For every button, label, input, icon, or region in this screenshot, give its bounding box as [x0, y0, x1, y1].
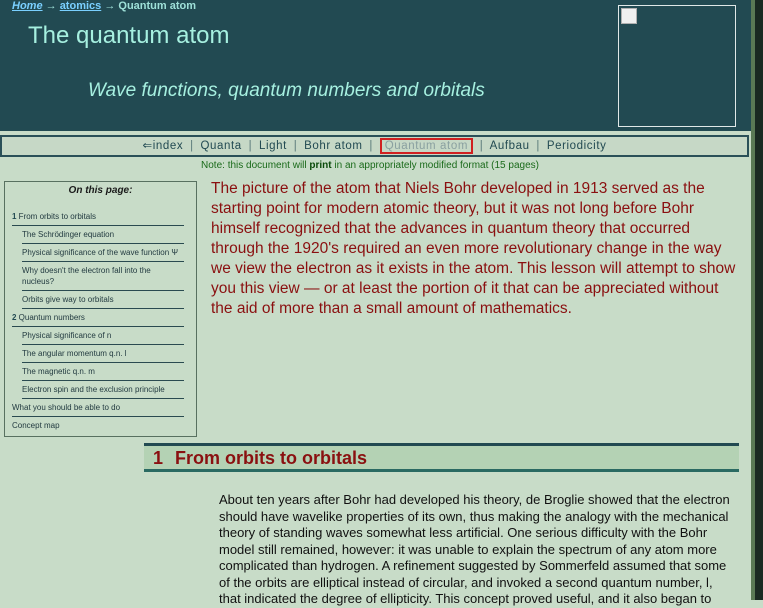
section-heading — [144, 443, 739, 472]
toc-item-schrodinger-equation[interactable]: The Schrödinger equation — [22, 226, 184, 244]
print-note-post: in an appropriately modified format (15 pages) — [331, 160, 539, 171]
nav-separator: | — [536, 140, 541, 152]
breadcrumb-atomics-link[interactable]: atomics — [59, 0, 102, 12]
print-note — [0, 160, 740, 171]
nav-link-quanta[interactable]: Quanta — [200, 140, 242, 152]
print-note-pre: Note: this document will — [201, 160, 310, 171]
toc-item-concept-map[interactable]: Concept map — [12, 421, 60, 430]
toc-item-electron-spin[interactable]: Electron spin and the exclusion principle — [22, 381, 184, 399]
toc-item-magnetic-qn[interactable]: The magnetic q.n. m — [22, 363, 184, 381]
toc-item-orbits-give-way[interactable]: Orbits give way to orbitals — [22, 291, 184, 309]
nav-link-bohr-atom[interactable]: Bohr atom — [304, 140, 363, 152]
page-title: The quantum atom — [28, 22, 230, 49]
nav-link-index[interactable]: ⇐index — [142, 140, 184, 152]
breadcrumb-arrow: → — [45, 0, 57, 12]
section-paragraph: About ten years after Bohr had developed his theory, de Broglie showed that the electron should have wavelike properties of its own, thus making the analogy with the mechanical theory of standing waves somewhat less artificial. One serious difficulty with the Bohr model still remained, however: it was unable to explain the spectrum of any atom more complicated than hydrogen. A refinement suggested by Sommerfeld assumed that some of the orbits are elliptical instead of circular, and invoked a second quantum number, l, that indicated the degree of ellipticity. This concept proved useful, and it also began to — [219, 492, 730, 606]
section-title: From orbits to orbitals — [175, 448, 368, 468]
toc-item-wave-function[interactable]: Physical significance of the wave function Ψ — [22, 244, 184, 262]
toc-item-electron-nucleus[interactable]: Why doesn't the electron fall into the nucleus? — [22, 262, 184, 291]
toc-item-angular-momentum[interactable]: The angular momentum q.n. l — [22, 345, 184, 363]
toc-item-from-orbits-to-orbitals[interactable] — [12, 208, 184, 226]
toc-item-number: 2 — [12, 313, 17, 322]
breadcrumb-home-link[interactable]: Home — [12, 0, 43, 12]
nav-separator: | — [479, 140, 484, 152]
nav-separator: | — [248, 140, 253, 152]
toc-item-what-you-should-do[interactable]: What you should be able to do — [12, 399, 184, 417]
window-edge — [751, 0, 763, 600]
breadcrumb-current: Quantum atom — [118, 0, 197, 12]
page-header — [0, 0, 751, 131]
print-note-bold: print — [309, 160, 332, 171]
top-nav — [0, 135, 749, 157]
toc-item-label: From orbits to orbitals — [16, 212, 97, 221]
broken-image-icon — [621, 8, 637, 24]
toc-item-number: 1 — [12, 212, 17, 221]
toc-item-significance-of-n[interactable]: Physical significance of n — [22, 327, 184, 345]
nav-separator: | — [369, 140, 373, 152]
intro-paragraph: The picture of the atom that Niels Bohr developed in 1913 served as the starting point for modern atomic theory, but it was not long before Bohr himself recognized that the advances in quantum theory that occurred through the 1920's required an even more revolutionary change in the way we view the electron as it exists in the atom. This lesson will attempt to show you this view — or at least the portion of it that can be appreciated without the aid of more than a small amount of mathematics. — [211, 180, 736, 317]
table-of-contents — [4, 181, 197, 437]
toc-item-quantum-numbers[interactable] — [12, 309, 184, 327]
section-number: 1 — [153, 448, 164, 468]
breadcrumb — [12, 0, 196, 12]
breadcrumb-arrow: → — [104, 0, 116, 12]
nav-separator: | — [293, 140, 298, 152]
nav-link-periodicity[interactable]: Periodicity — [546, 140, 607, 152]
toc-item-label: Quantum numbers — [16, 313, 85, 322]
nav-separator: | — [190, 140, 194, 152]
nav-current-quantum-atom: Quantum atom — [380, 138, 473, 154]
toc-heading: On this page: — [68, 185, 133, 196]
page-subtitle: Wave functions, quantum numbers and orbitals — [88, 80, 485, 101]
header-image-placeholder — [618, 5, 736, 127]
nav-link-aufbau[interactable]: Aufbau — [489, 140, 530, 152]
nav-link-light[interactable]: Light — [258, 140, 287, 152]
